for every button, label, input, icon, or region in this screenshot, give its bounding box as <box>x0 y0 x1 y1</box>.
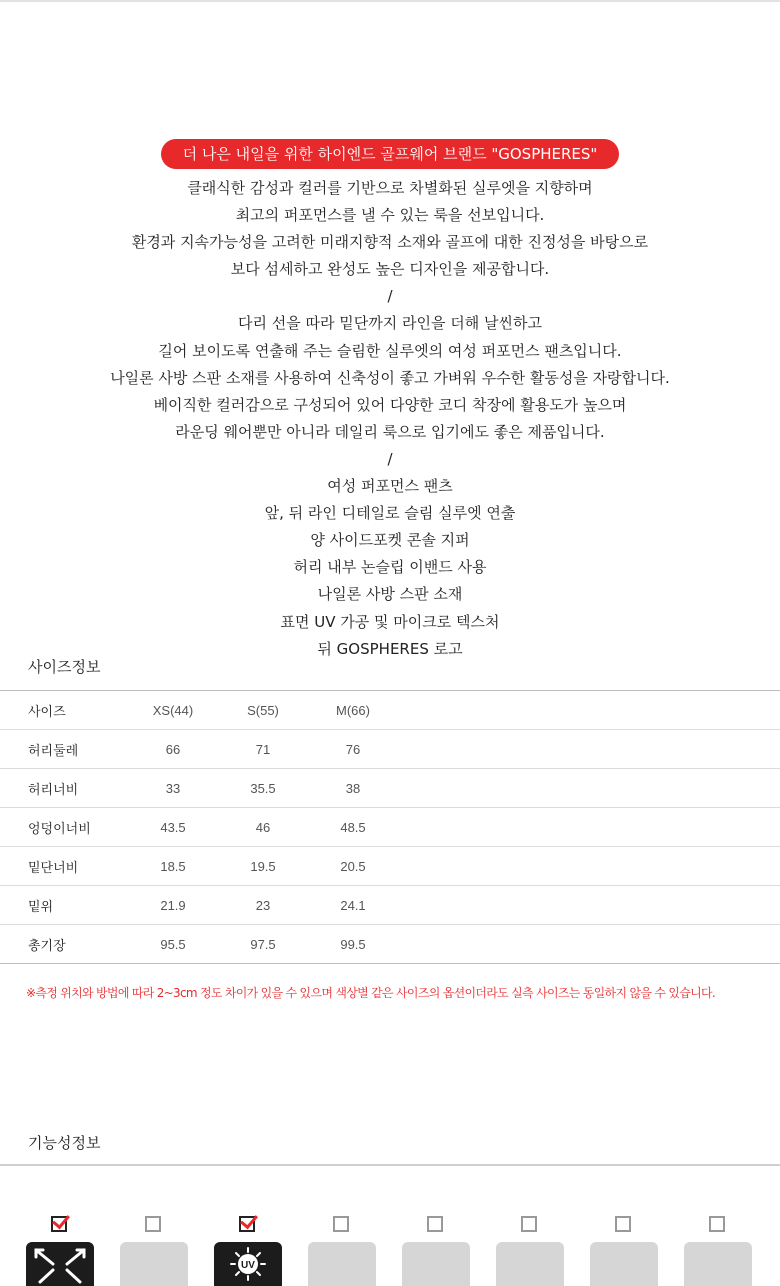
table-cell: 99.5 <box>308 925 398 964</box>
description-separator: / <box>387 449 393 468</box>
table-cell: 35.5 <box>218 769 308 808</box>
unchecked-checkbox-icon <box>615 1216 631 1232</box>
table-filler <box>398 691 780 730</box>
unchecked-checkbox-icon <box>333 1216 349 1232</box>
feature-line: 표면 UV 가공 및 마이크로 텍스처 <box>280 612 500 631</box>
blank-icon <box>402 1242 470 1286</box>
blank-icon <box>308 1242 376 1286</box>
row-label: 밑단너비 <box>0 847 128 886</box>
table-cell: 97.5 <box>218 925 308 964</box>
unchecked-checkbox-icon <box>427 1216 443 1232</box>
uv-sun-icon <box>214 1242 282 1286</box>
function-item-6 <box>496 1212 564 1280</box>
column-header: M(66) <box>308 691 398 730</box>
blank-icon <box>120 1242 188 1286</box>
feature-line: 여성 퍼포먼스 팬츠 <box>327 477 453 496</box>
function-item-2 <box>120 1212 188 1280</box>
description-line: 라운딩 웨어뿐만 아니라 데일리 룩으로 입기에도 좋은 제품입니다. <box>175 422 605 441</box>
row-label: 엉덩이너비 <box>0 808 128 847</box>
row-label: 총기장 <box>0 925 128 964</box>
description-line: 나일론 사방 스판 소재를 사용하여 신축성이 좋고 가벼워 우수한 활동성을 자랑합니다. <box>110 368 670 387</box>
table-filler <box>398 730 780 769</box>
table-cell: 21.9 <box>128 886 218 925</box>
table-cell: 38 <box>308 769 398 808</box>
table-cell: 76 <box>308 730 398 769</box>
stretch-arrows-icon <box>26 1242 94 1286</box>
table-cell: 95.5 <box>128 925 218 964</box>
blank-icon <box>590 1242 658 1286</box>
table-row <box>0 730 780 769</box>
blank-icon <box>496 1242 564 1286</box>
description-line: 보다 섬세하고 완성도 높은 디자인을 제공합니다. <box>230 260 550 279</box>
description-separator: / <box>387 287 393 306</box>
unchecked-checkbox-icon <box>145 1216 161 1232</box>
table-cell: 33 <box>128 769 218 808</box>
table-row <box>0 808 780 847</box>
table-cell: 71 <box>218 730 308 769</box>
table-cell: 46 <box>218 808 308 847</box>
unchecked-checkbox-icon <box>521 1216 537 1232</box>
table-header-row <box>0 691 780 730</box>
table-filler <box>398 769 780 808</box>
feature-line: 허리 내부 논슬립 이밴드 사용 <box>293 558 487 577</box>
table-filler <box>398 847 780 886</box>
checked-checkbox-icon <box>51 1216 67 1232</box>
table-cell: 43.5 <box>128 808 218 847</box>
function-icon-row <box>0 1212 780 1280</box>
table-cell: 19.5 <box>218 847 308 886</box>
unchecked-checkbox-icon <box>709 1216 725 1232</box>
measurement-note: ※측정 위치와 방법에 따라 2~3cm 정도 차이가 있을 수 있으며 색상별 같은 사이즈의 옵션이더라도 실측 사이즈는 동일하지 않을 수 있습니다. <box>26 986 716 1000</box>
description-line: 클래식한 감성과 컬러를 기반으로 차별화된 실루엣을 지향하며 <box>187 179 593 197</box>
function-info-title: 기능성정보 <box>28 1134 101 1152</box>
top-divider <box>0 0 780 2</box>
table-cell: 23 <box>218 886 308 925</box>
blank-icon <box>684 1242 752 1286</box>
product-description <box>0 175 780 663</box>
column-header: XS(44) <box>128 691 218 730</box>
table-cell: 20.5 <box>308 847 398 886</box>
column-header: 사이즈 <box>0 691 128 730</box>
function-item-stretch <box>26 1212 94 1280</box>
function-divider <box>0 1164 780 1166</box>
table-filler <box>398 808 780 847</box>
description-line: 환경과 지속가능성을 고려한 미래지향적 소재와 골프에 대한 진정성을 바탕으로 <box>131 233 649 252</box>
checked-checkbox-icon <box>239 1216 255 1232</box>
row-label: 허리둘레 <box>0 730 128 769</box>
table-row <box>0 769 780 808</box>
table-row <box>0 847 780 886</box>
function-item-8 <box>684 1212 752 1280</box>
size-table <box>0 690 780 964</box>
function-item-uv <box>214 1212 282 1280</box>
table-cell: 24.1 <box>308 886 398 925</box>
table-filler <box>398 886 780 925</box>
feature-line: 양 사이드포켓 콘솔 지퍼 <box>310 531 470 550</box>
feature-line: 뒤 GOSPHERES 로고 <box>317 639 463 658</box>
description-line: 길어 보이도록 연출해 주는 슬림한 실루엣의 여성 퍼포먼스 팬츠입니다. <box>158 341 622 360</box>
brand-tagline-badge: 더 나은 내일을 위한 하이엔드 골프웨어 브랜드 "GOSPHERES" <box>161 139 619 169</box>
feature-line: 앞, 뒤 라인 디테일로 슬림 실루엣 연출 <box>264 504 516 523</box>
table-filler <box>398 925 780 964</box>
table-cell: 66 <box>128 730 218 769</box>
table-cell: 48.5 <box>308 808 398 847</box>
description-line: 최고의 퍼포먼스를 낼 수 있는 룩을 선보입니다. <box>235 206 545 225</box>
feature-line: 나일론 사방 스판 소재 <box>317 585 463 604</box>
uv-label: UV <box>241 1260 255 1271</box>
row-label: 밑위 <box>0 886 128 925</box>
column-header: S(55) <box>218 691 308 730</box>
function-item-7 <box>590 1212 658 1280</box>
table-cell: 18.5 <box>128 847 218 886</box>
function-item-5 <box>402 1212 470 1280</box>
function-item-4 <box>308 1212 376 1280</box>
row-label: 허리너비 <box>0 769 128 808</box>
table-row <box>0 925 780 964</box>
table-row <box>0 886 780 925</box>
description-line: 베이직한 컬러감으로 구성되어 있어 다양한 코디 착장에 활용도가 높으며 <box>153 395 627 414</box>
size-info-title: 사이즈정보 <box>28 658 101 676</box>
description-line: 다리 선을 따라 밑단까지 라인을 더해 날씬하고 <box>238 314 542 333</box>
